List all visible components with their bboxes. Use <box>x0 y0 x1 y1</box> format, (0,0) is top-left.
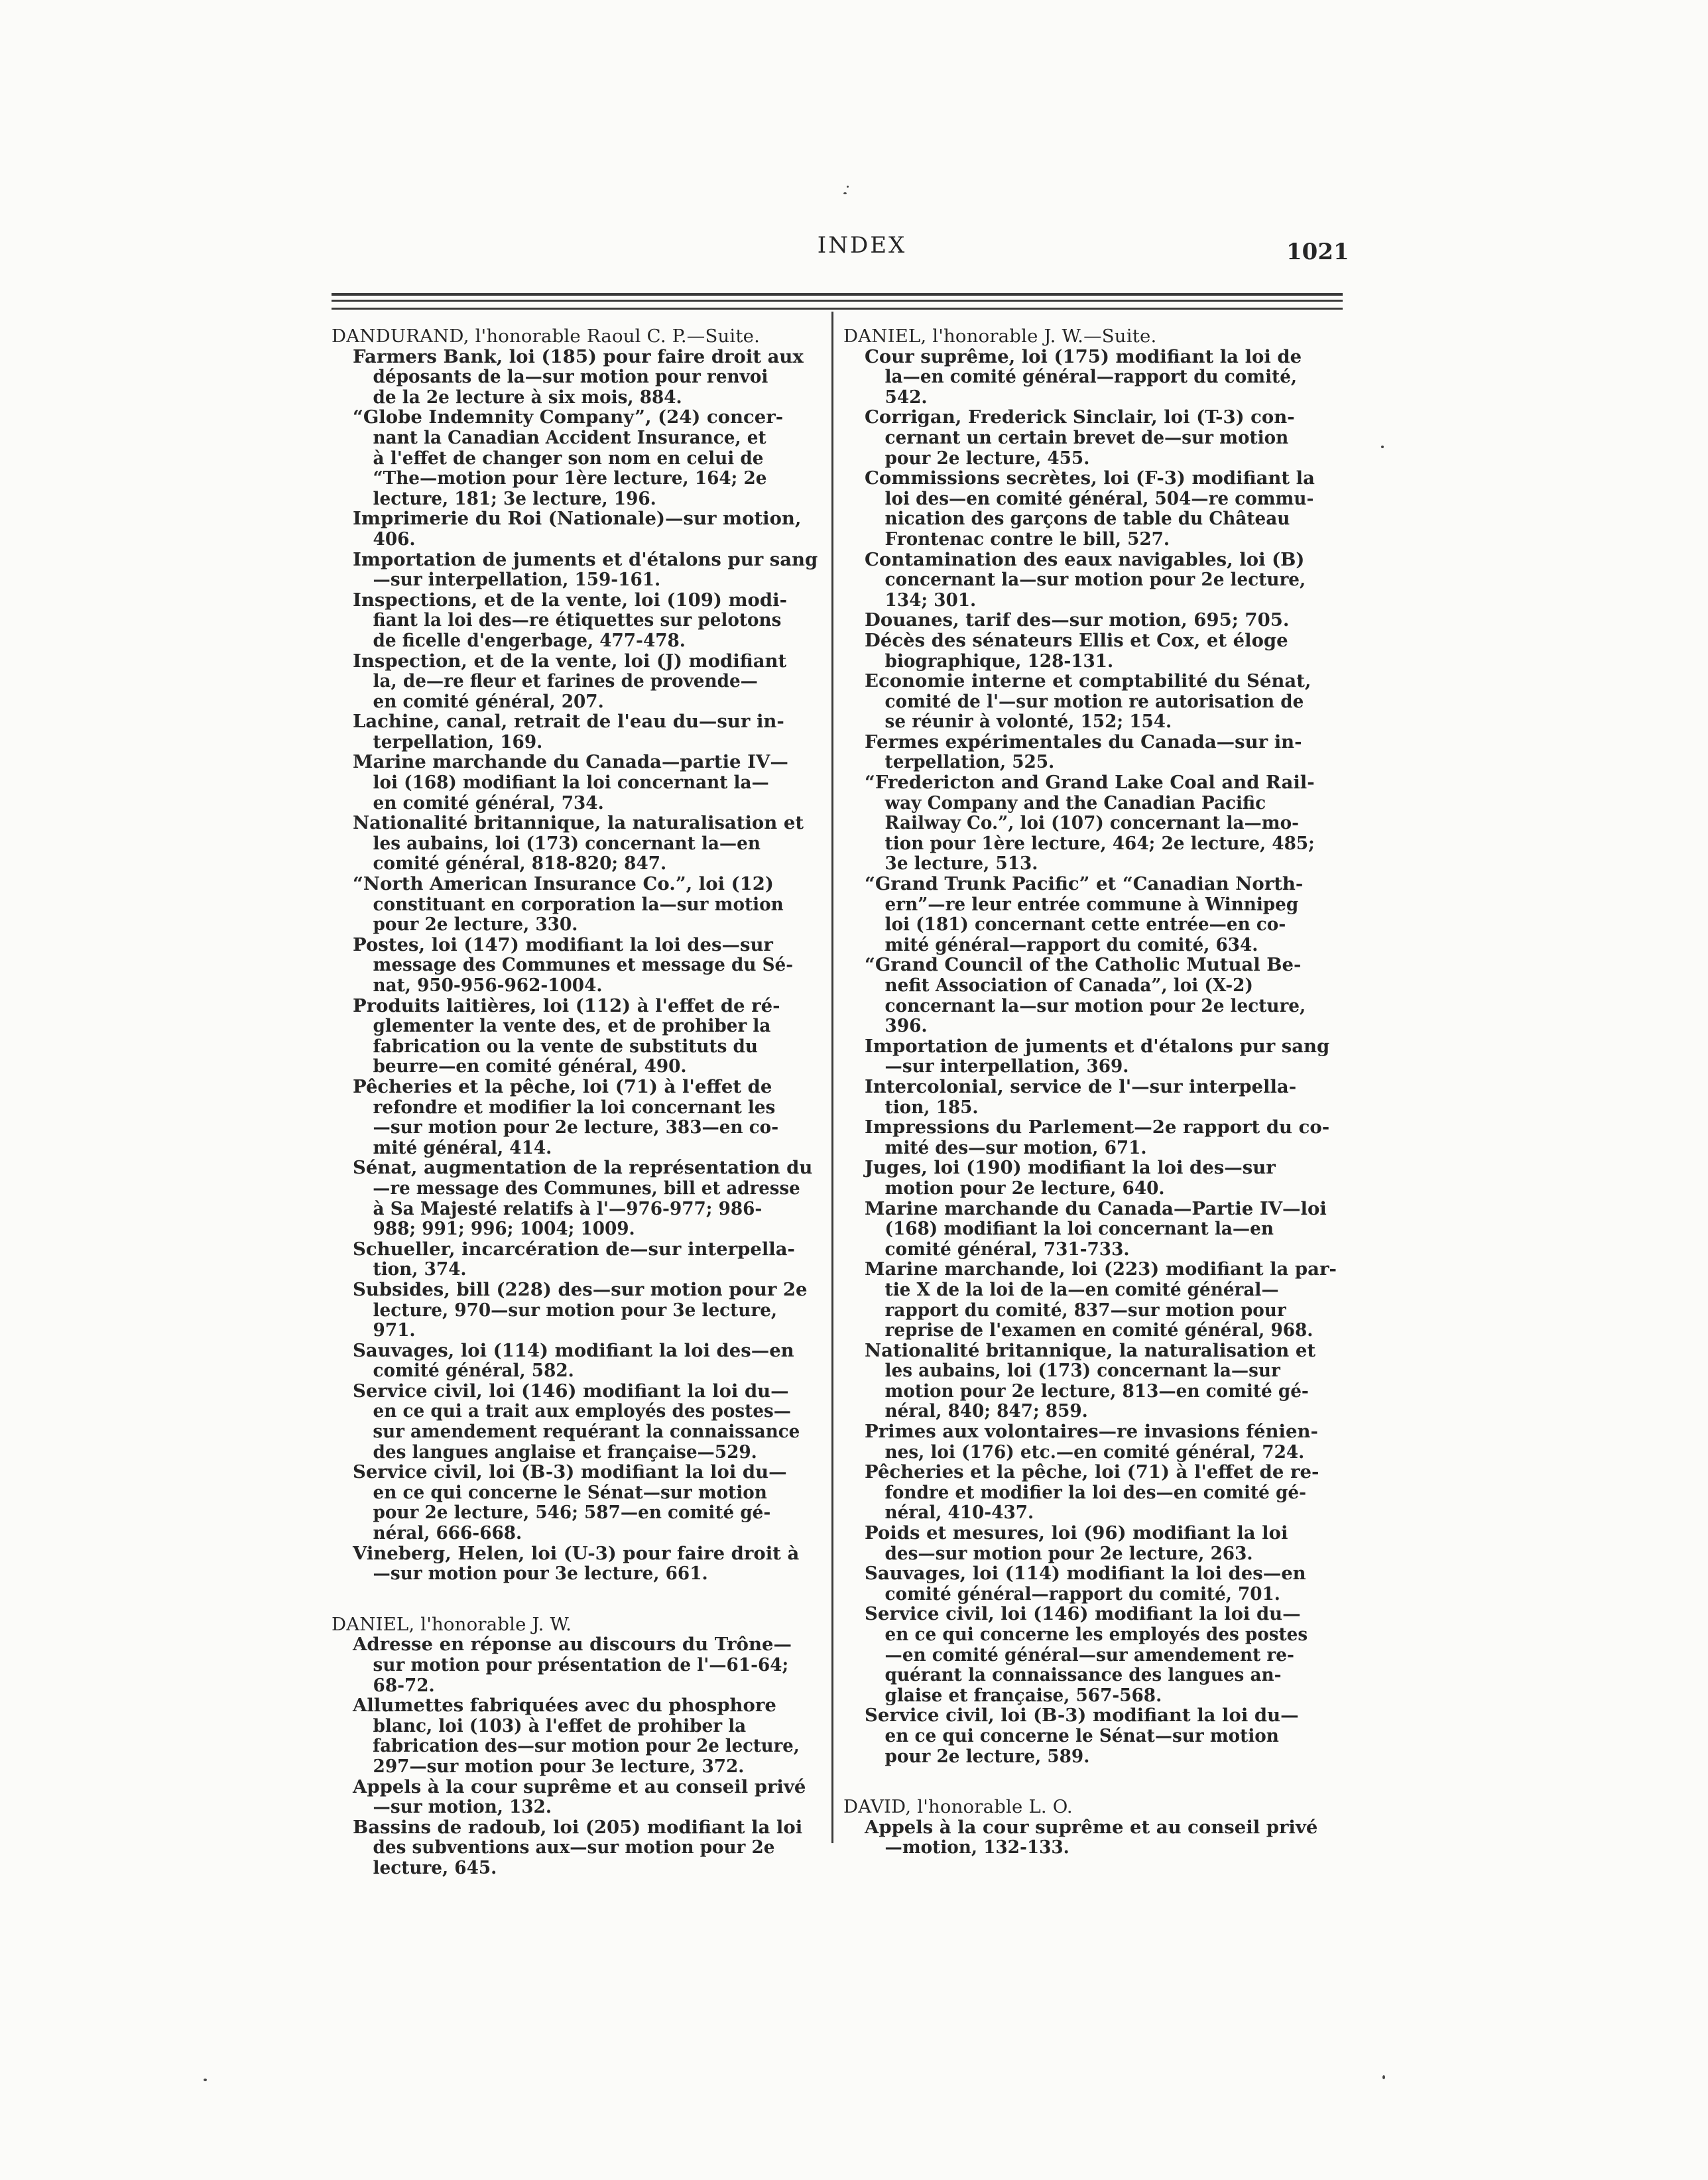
entry-line: Service civil, loi (B-3) modifiant la loi du— <box>353 1461 787 1483</box>
entry-line: en ce qui concerne le Sénat—sur motion <box>884 1725 1279 1746</box>
entry-line: —sur motion, 132. <box>373 1796 552 1818</box>
entry-line: motion pour 2e lecture, 813—en comité gé- <box>884 1380 1309 1402</box>
entry-line: loi (181) concernant cette entrée—en co- <box>884 914 1286 936</box>
page-title: INDEX <box>817 232 907 259</box>
entry-line: “North American Insurance Co.”, loi (12) <box>353 873 774 895</box>
entry-line: —sur interpellation, 369. <box>884 1056 1129 1077</box>
index-entry <box>353 1077 821 1158</box>
entry-line: Cour suprême, loi (175) modifiant la loi de <box>865 345 1302 367</box>
entry-line: Service civil, loi (B-3) modifiant la loi du— <box>865 1705 1299 1726</box>
index-entry <box>353 590 821 651</box>
entry-line: Adresse en réponse au discours du Trône— <box>353 1634 792 1656</box>
entry-line: Inspections, et de la vente, loi (109) modi- <box>353 589 787 611</box>
entry-line: concernant la—sur motion pour 2e lecture, <box>884 995 1306 1016</box>
index-entry <box>353 1158 821 1239</box>
entry-line: concernant la—sur motion pour 2e lecture, <box>884 569 1306 591</box>
entry-line: —sur motion pour 3e lecture, 661. <box>373 1563 708 1585</box>
entry-line: à Sa Majesté relatifs à l'—976-977; 986- <box>373 1197 762 1219</box>
index-entry <box>353 1381 821 1462</box>
entry-line: Schueller, incarcération de—sur interpella- <box>353 1238 795 1260</box>
entry-line: “The—motion pour 1ère lecture, 164; 2e <box>373 467 767 489</box>
index-entry <box>865 1705 1341 1766</box>
entry-line: terpellation, 169. <box>373 731 543 753</box>
entry-line: en ce qui a trait aux employés des postes— <box>373 1400 792 1422</box>
index-entry <box>865 1422 1341 1462</box>
index-entry <box>353 1462 821 1543</box>
entry-line: cernant un certain brevet de—sur motion <box>884 426 1289 448</box>
index-entry <box>353 651 821 712</box>
entry-line: —en comité général—sur amendement re- <box>884 1644 1294 1665</box>
index-entry <box>353 874 821 935</box>
entry-line: Primes aux volontaires—re invasions fénien- <box>865 1421 1318 1443</box>
page-number: 1021 <box>1286 239 1349 265</box>
entry-line: Intercolonial, service de l'—sur interpella- <box>865 1075 1297 1097</box>
index-entry <box>353 1280 821 1341</box>
entry-line: Juges, loi (190) modifiant la loi des—sur <box>865 1157 1276 1179</box>
entry-line: loi (168) modifiant la loi concernant la— <box>373 772 769 794</box>
index-entry <box>865 1462 1341 1523</box>
entry-line: Imprimerie du Roi (Nationale)—sur motion, <box>353 508 802 530</box>
entry-line: 3e lecture, 513. <box>884 853 1038 875</box>
index-entry <box>353 1239 821 1280</box>
entry-line: biographique, 128-131. <box>884 650 1114 672</box>
entry-line: en ce qui concerne le Sénat—sur motion <box>373 1481 767 1503</box>
entry-line: beurre—en comité général, 490. <box>373 1056 687 1077</box>
entry-line: néral, 840; 847; 859. <box>884 1400 1088 1422</box>
index-entry <box>353 407 821 509</box>
entry-line: en ce qui concerne les employés des postes <box>884 1624 1308 1645</box>
entry-line: 134; 301. <box>884 589 977 611</box>
entry-line: Sauvages, loi (114) modifiant la loi des—en <box>353 1339 794 1361</box>
entry-line: quérant la connaissance des langues an- <box>884 1664 1282 1686</box>
entry-line: des subventions aux—sur motion pour 2e <box>373 1837 775 1858</box>
entry-line: —sur motion pour 2e lecture, 383—en co- <box>373 1117 779 1138</box>
entry-line: comité général—rapport du comité, 701. <box>884 1583 1280 1605</box>
entry-line: Farmers Bank, loi (185) pour faire droit aux <box>353 345 804 367</box>
entry-line: Sauvages, loi (114) modifiant la loi des—en <box>865 1563 1306 1585</box>
entry-line: Subsides, bill (228) des—sur motion pour 2e <box>353 1278 808 1300</box>
entry-line: fiant la loi des—re étiquettes sur pelotons <box>373 609 782 631</box>
entry-line: Nationalité britannique, la naturalisation et <box>865 1339 1316 1361</box>
index-entry <box>353 935 821 996</box>
entry-line: Poids et mesures, loi (96) modifiant la loi <box>865 1522 1288 1544</box>
entry-line: pour 2e lecture, 330. <box>373 914 578 936</box>
entry-line: Produits laitières, loi (112) à l'effet de ré- <box>353 995 780 1016</box>
index-heading: DAVID, l'honorable L. O. <box>843 1796 1073 1818</box>
index-entry <box>865 1604 1341 1705</box>
entry-line: —re message des Communes, bill et adresse <box>373 1177 800 1199</box>
index-entry <box>353 509 821 549</box>
entry-line: fabrication ou la vente de substituts du <box>373 1035 758 1057</box>
index-heading: DANIEL, l'honorable J. W.—Suite. <box>843 326 1157 347</box>
entry-line: tion, 185. <box>884 1096 979 1118</box>
entry-line: tie X de la loi de la—en comité général— <box>884 1278 1279 1300</box>
index-entry <box>865 407 1341 468</box>
section-gap <box>332 1584 821 1614</box>
index-entry <box>353 752 821 813</box>
entry-line: Pêcheries et la pêche, loi (71) à l'effet de re- <box>865 1461 1319 1483</box>
entry-line: tion pour 1ère lecture, 464; 2e lecture, 485; <box>884 832 1315 854</box>
entry-line: Vineberg, Helen, loi (U-3) pour faire droit à <box>353 1542 800 1564</box>
entry-line: sur amendement requérant la connaissance <box>373 1421 800 1443</box>
entry-line: comité général, 731-733. <box>884 1238 1130 1260</box>
entry-line: Commissions secrètes, loi (F-3) modifiant la <box>865 467 1315 489</box>
index-entry <box>353 347 821 408</box>
entry-line: Décès des sénateurs Ellis et Cox, et éloge <box>865 629 1288 651</box>
index-entry <box>865 1077 1341 1117</box>
entry-line: fabrication des—sur motion pour 2e lecture, <box>373 1735 800 1757</box>
index-entry <box>353 1695 821 1776</box>
entry-line: loi des—en comité général, 504—re commu- <box>884 487 1314 509</box>
index-entry <box>353 996 821 1077</box>
scan-speck <box>204 2079 207 2081</box>
entry-line: comité général, 818-820; 847. <box>373 853 667 875</box>
entry-line: néral, 410-437. <box>884 1502 1034 1524</box>
entry-line: la—en comité général—rapport du comité, <box>884 366 1298 388</box>
entry-line: Appels à la cour suprême et au conseil privé <box>353 1776 806 1797</box>
index-entry <box>865 1036 1341 1077</box>
entry-line: “Grand Trunk Pacific” et “Canadian North- <box>865 873 1304 895</box>
entry-line: Fermes expérimentales du Canada—sur in- <box>865 731 1302 753</box>
entry-line: nat, 950-956-962-1004. <box>373 975 603 996</box>
entry-line: lecture, 645. <box>373 1856 497 1878</box>
entry-line: Lachine, canal, retrait de l'eau du—sur in- <box>353 711 784 733</box>
entry-line: 542. <box>884 386 928 408</box>
entry-line: nefit Association of Canada”, loi (X-2) <box>884 975 1253 996</box>
header-rule <box>332 300 1343 302</box>
index-entry <box>865 347 1341 408</box>
entry-line: motion pour 2e lecture, 640. <box>884 1177 1165 1199</box>
entry-line: Marine marchande du Canada—Partie IV—loi <box>865 1197 1327 1219</box>
entry-line: Importation de juments et d'étalons pur sang <box>865 1035 1330 1057</box>
index-heading: DANDURAND, l'honorable Raoul C. P.—Suite. <box>332 326 761 347</box>
entry-line: mité général—rapport du comité, 634. <box>884 934 1258 955</box>
entry-line: constituant en corporation la—sur motion <box>373 893 784 915</box>
scan-speck <box>843 192 847 194</box>
entry-line: 971. <box>373 1319 416 1341</box>
entry-line: Bassins de radoub, loi (205) modifiant la loi <box>353 1816 803 1838</box>
entry-line: les aubains, loi (173) concernant la—en <box>373 832 761 854</box>
index-entry <box>353 550 821 590</box>
entry-line: Impressions du Parlement—2e rapport du co- <box>865 1117 1330 1138</box>
entry-line: way Company and the Canadian Pacific <box>884 792 1266 814</box>
entry-line: Appels à la cour suprême et au conseil privé <box>865 1816 1318 1838</box>
entry-line: 396. <box>884 1015 928 1037</box>
index-entry <box>865 1817 1341 1858</box>
entry-line: Service civil, loi (146) modifiant la loi du— <box>865 1603 1301 1625</box>
index-entry <box>865 1523 1341 1563</box>
index-entry <box>865 1199 1341 1260</box>
entry-line: terpellation, 525. <box>884 751 1055 773</box>
index-entry <box>865 610 1341 631</box>
entry-line: les aubains, loi (173) concernant la—sur <box>884 1360 1280 1382</box>
index-entry <box>353 813 821 874</box>
entry-line: Marine marchande, loi (223) modifiant la par- <box>865 1258 1337 1280</box>
entry-line: Pêcheries et la pêche, loi (71) à l'effet de <box>353 1075 772 1097</box>
entry-line: 297—sur motion pour 3e lecture, 372. <box>373 1755 745 1777</box>
entry-line: Importation de juments et d'étalons pur sang <box>353 548 818 570</box>
entry-line: se réunir à volonté, 152; 154. <box>884 711 1172 733</box>
entry-line: Inspection, et de la vente, loi (J) modifiant <box>353 650 787 672</box>
entry-line: comité de l'—sur motion re autorisation de <box>884 690 1304 712</box>
section-gap <box>843 1766 1341 1797</box>
entry-line: Railway Co.”, loi (107) concernant la—mo- <box>884 812 1299 834</box>
entry-line: sur motion pour présentation de l'—61-64; <box>373 1654 789 1675</box>
entry-line: des—sur motion pour 2e lecture, 263. <box>884 1542 1253 1564</box>
entry-line: “Globe Indemnity Company”, (24) concer- <box>353 406 784 428</box>
index-entry <box>865 874 1341 955</box>
index-entry <box>865 1158 1341 1198</box>
entry-line: —motion, 132-133. <box>884 1837 1069 1858</box>
index-entry <box>353 1634 821 1695</box>
entry-line: Marine marchande du Canada—partie IV— <box>353 751 788 773</box>
entry-line: pour 2e lecture, 455. <box>884 447 1090 469</box>
entry-line: pour 2e lecture, 546; 587—en comité gé- <box>373 1502 771 1524</box>
entry-line: la, de—re fleur et farines de provende— <box>373 670 758 692</box>
entry-line: de la 2e lecture à six mois, 884. <box>373 386 682 408</box>
entry-line: nant la Canadian Accident Insurance, et <box>373 426 766 448</box>
entry-line: de ficelle d'engerbage, 477-478. <box>373 629 686 651</box>
entry-line: “Grand Council of the Catholic Mutual Be- <box>865 954 1302 976</box>
entry-line: lecture, 970—sur motion pour 3e lecture, <box>373 1299 778 1321</box>
entry-line: refondre et modifier la loi concernant les <box>373 1096 776 1118</box>
index-entry <box>865 468 1341 549</box>
entry-line: glaise et française, 567-568. <box>884 1684 1162 1706</box>
entry-line: Postes, loi (147) modifiant la loi des—sur <box>353 934 773 955</box>
right-column <box>843 326 1341 1858</box>
entry-line: ern”—re leur entrée commune à Winnipeg <box>884 893 1299 915</box>
index-entry <box>353 711 821 752</box>
index-entry <box>865 772 1341 874</box>
entry-line: reprise de l'examen en comité général, 968. <box>884 1319 1313 1341</box>
index-entry <box>865 671 1341 732</box>
entry-line: pour 2e lecture, 589. <box>884 1745 1090 1767</box>
entry-line: (168) modifiant la loi concernant la—en <box>884 1218 1274 1240</box>
index-entry <box>865 1259 1341 1340</box>
column-divider <box>831 312 833 1843</box>
entry-line: rapport du comité, 837—sur motion pour <box>884 1299 1286 1321</box>
left-column <box>332 326 821 1878</box>
index-entry <box>353 1777 821 1817</box>
entry-line: Nationalité britannique, la naturalisation et <box>353 812 804 834</box>
scan-speck <box>847 186 849 188</box>
entry-line: comité général, 582. <box>373 1360 574 1382</box>
entry-line: nication des garçons de table du Château <box>884 508 1290 530</box>
scan-speck <box>1381 446 1384 448</box>
entry-line: néral, 666-668. <box>373 1522 522 1544</box>
index-entry <box>353 1544 821 1584</box>
entry-line: mité général, 414. <box>373 1136 552 1158</box>
entry-line: en comité général, 207. <box>373 690 604 712</box>
entry-line: déposants de la—sur motion pour renvoi <box>373 366 768 388</box>
entry-line: message des Communes et message du Sé- <box>373 954 794 976</box>
entry-line: à l'effet de changer son nom en celui de <box>373 447 764 469</box>
index-entry <box>865 1341 1341 1422</box>
entry-line: “Fredericton and Grand Lake Coal and Rail- <box>865 772 1315 794</box>
entry-line: blanc, loi (103) à l'effet de prohiber la <box>373 1715 747 1736</box>
header-rule <box>332 293 1343 296</box>
entry-line: Service civil, loi (146) modifiant la loi du— <box>353 1380 789 1402</box>
entry-line: 68-72. <box>373 1674 435 1696</box>
entry-line: 988; 991; 996; 1004; 1009. <box>373 1218 635 1240</box>
entry-line: Allumettes fabriquées avec du phosphore <box>353 1695 776 1717</box>
entry-line: des langues anglaise et française—529. <box>373 1441 757 1463</box>
index-entry <box>865 1117 1341 1158</box>
entry-line: Frontenac contre le bill, 527. <box>884 528 1170 550</box>
entry-line: 406. <box>373 528 416 550</box>
index-entry <box>865 631 1341 671</box>
entry-line: —sur interpellation, 159-161. <box>373 569 661 591</box>
entry-line: lecture, 181; 3e lecture, 196. <box>373 487 656 509</box>
entry-line: tion, 374. <box>373 1258 467 1280</box>
entry-line: fondre et modifier la loi des—en comité gé- <box>884 1481 1306 1503</box>
entry-line: Sénat, augmentation de la représentation du <box>353 1157 813 1179</box>
entry-line: nes, loi (176) etc.—en comité général, 724. <box>884 1441 1305 1463</box>
entry-line: Contamination des eaux navigables, loi (B) <box>865 548 1305 570</box>
index-entry <box>353 1817 821 1878</box>
index-entry <box>865 955 1341 1036</box>
entry-line: Douanes, tarif des—sur motion, 695; 705. <box>865 609 1290 631</box>
index-entry <box>353 1341 821 1381</box>
entry-line: Corrigan, Frederick Sinclair, loi (T-3) con- <box>865 406 1295 428</box>
scan-speck <box>1382 2075 1385 2079</box>
index-entry <box>865 550 1341 611</box>
index-entry <box>865 732 1341 772</box>
entry-line: en comité général, 734. <box>373 792 604 814</box>
entry-line: Economie interne et comptabilité du Sénat, <box>865 670 1312 692</box>
entry-line: mité des—sur motion, 671. <box>884 1136 1147 1158</box>
index-entry <box>865 1563 1341 1604</box>
entry-line: glementer la vente des, et de prohiber la <box>373 1015 771 1037</box>
index-heading: DANIEL, l'honorable J. W. <box>332 1613 572 1635</box>
header-rule <box>332 308 1343 310</box>
